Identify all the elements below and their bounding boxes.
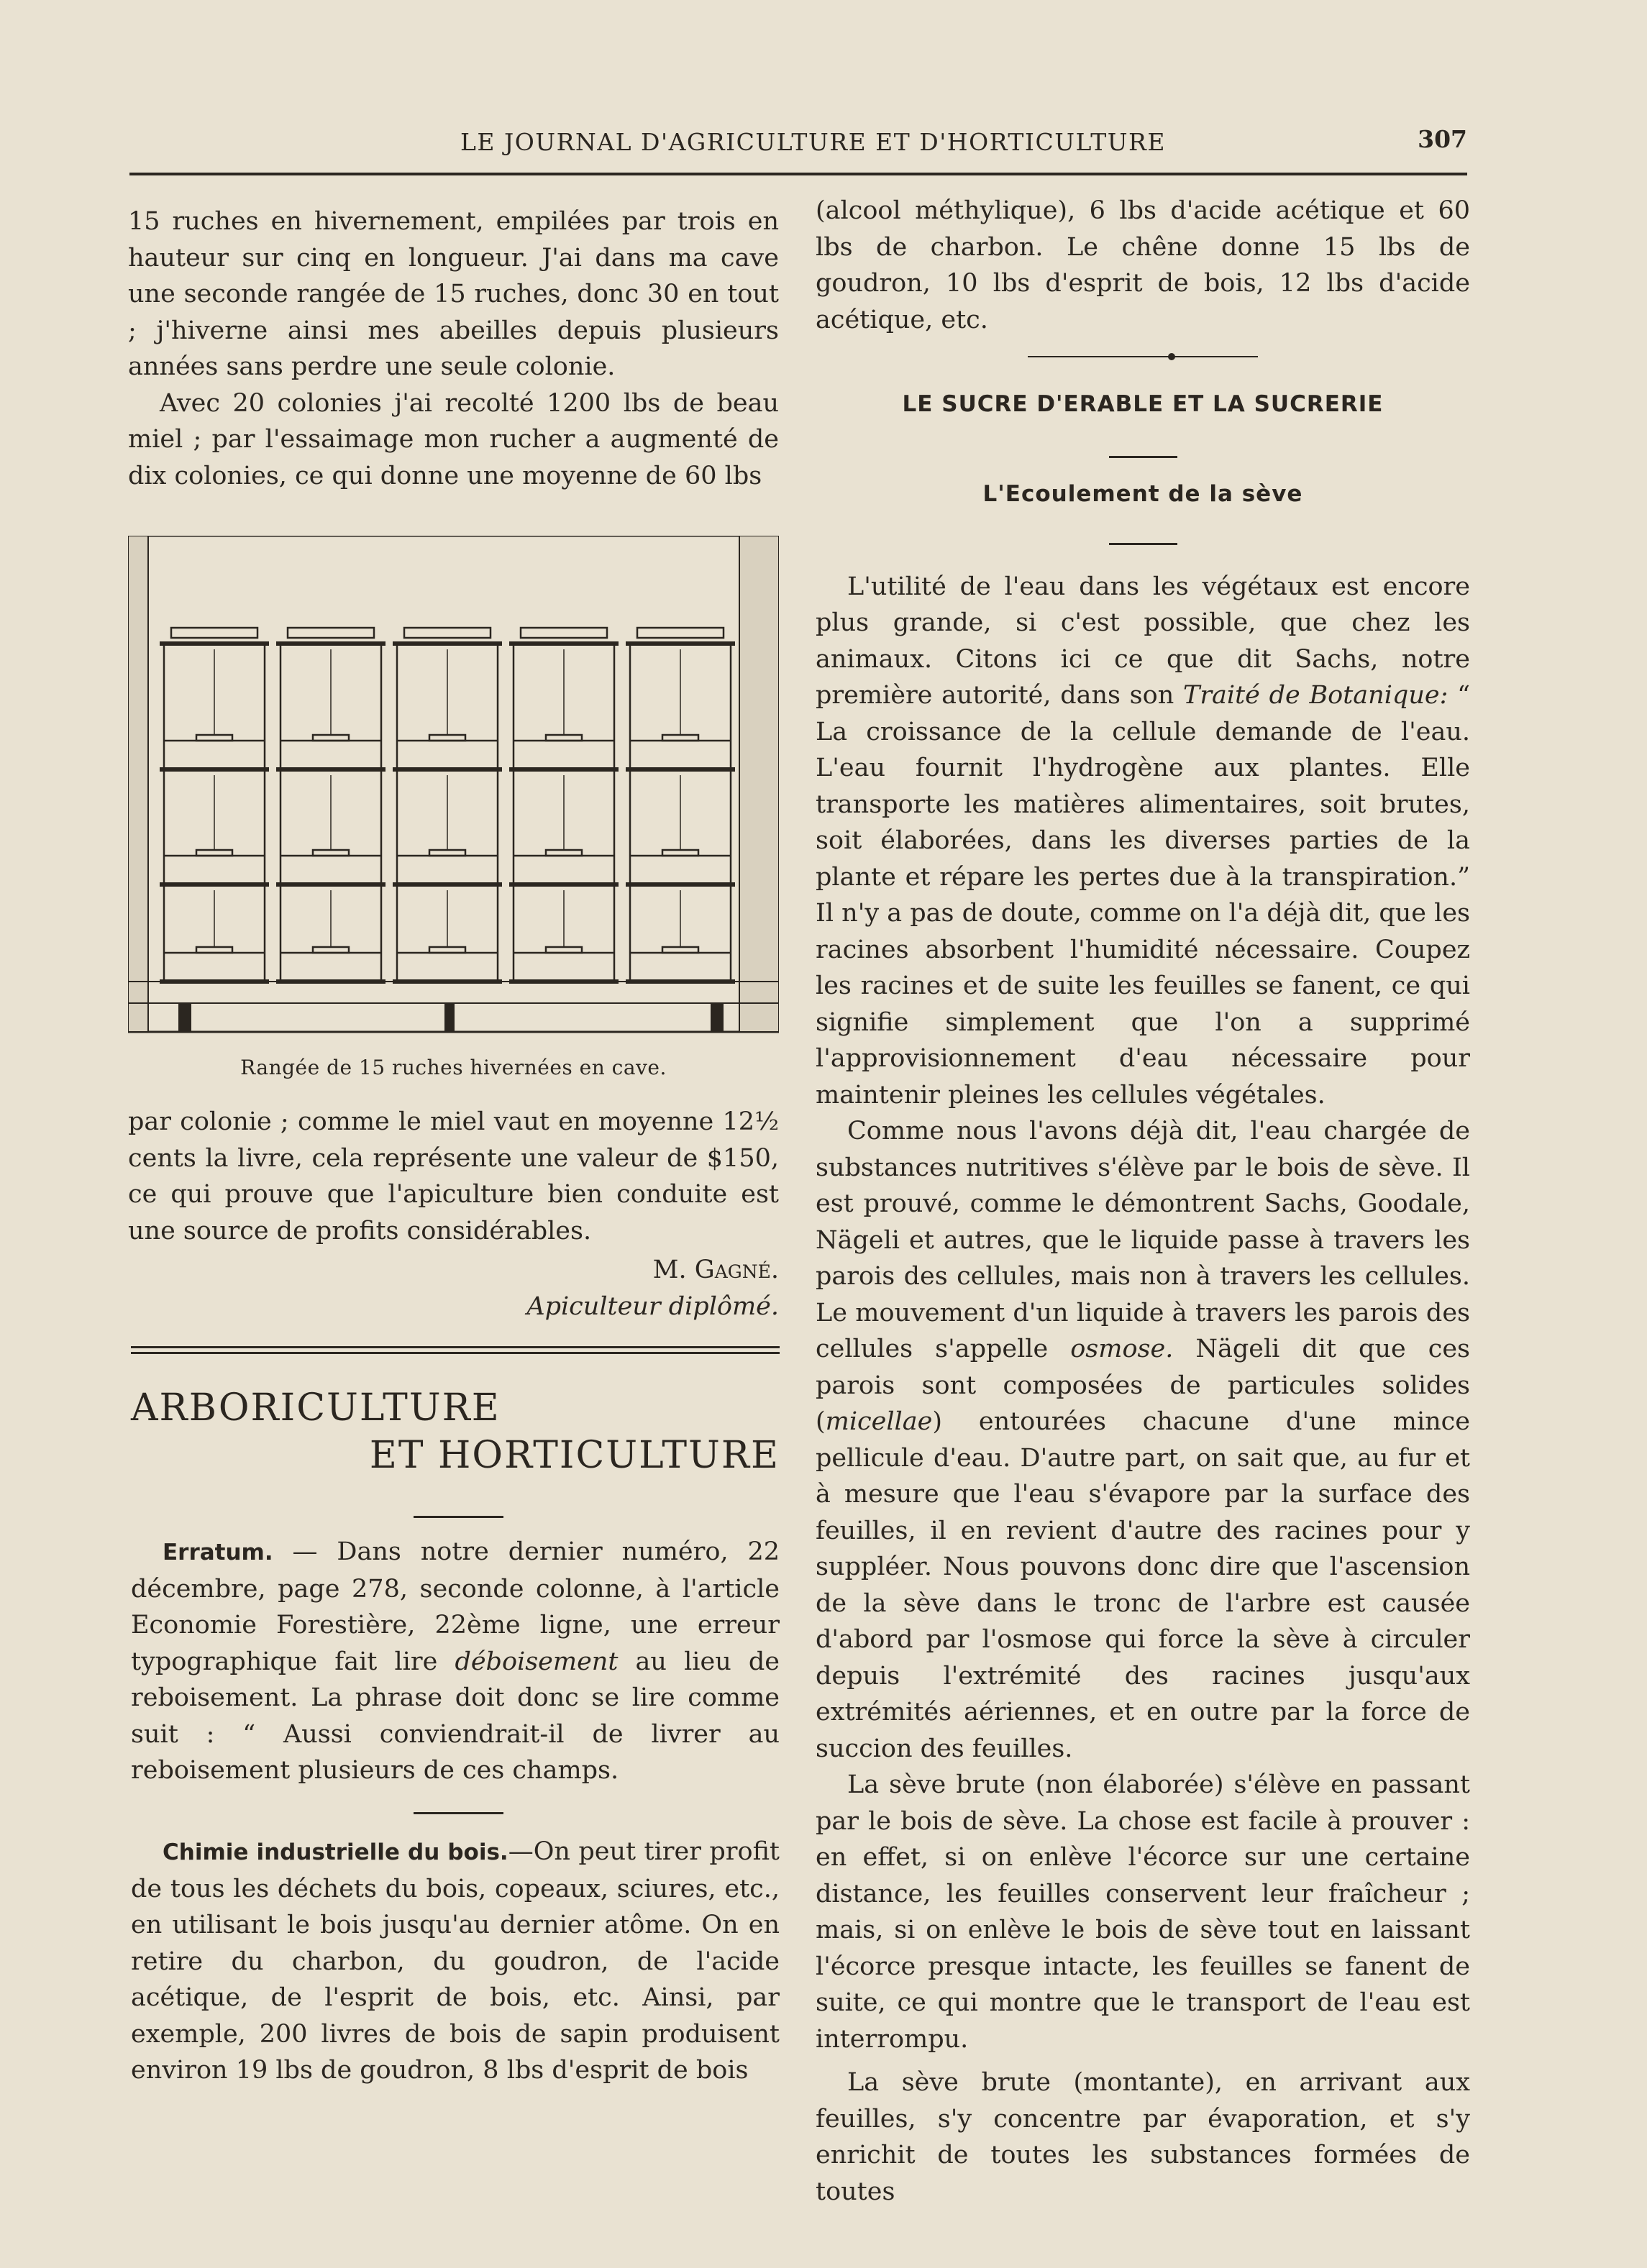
hive-entrance — [429, 947, 465, 953]
article-heading: LE SUCRE D'ERABLE ET LA SUCRERIE — [902, 390, 1384, 417]
paragraph: Avec 20 colonies j'ai recolté 1200 lbs de beau miel ; par l'essaimage mon rucher a augmenté de dix colonies, ce qui donne une moyenne de 60 lbs — [128, 388, 779, 490]
chimie-paragraph: Chimie industrielle du bois.—On peut tirer profit de tous les déchets du bois, copeaux, sciures, etc., en utilisant le bois jusqu'au dernier atôme. On en retire du charbon, du goudron, de l'acide acétique, de l'esprit de bois, etc. Ainsi, par exemple, 200 livres de bois de sapin produisent environ 19 lbs de goudron, 8 lbs d'esprit de bois — [131, 1837, 780, 2085]
subheading-rule — [816, 519, 1470, 556]
left-column-bottom — [128, 1104, 779, 1325]
hive-entrance — [546, 947, 582, 953]
right-column — [816, 193, 1470, 2210]
hive-entrance — [196, 947, 232, 953]
beehive-illustration — [128, 536, 779, 1039]
hive-entrance — [662, 735, 698, 741]
section-title-line1: ARBORICULTURE — [131, 1386, 501, 1430]
hive-entrance — [313, 947, 349, 953]
paragraph: (alcool méthylique), 6 lbs d'acide acétique et 60 lbs de charbon. Le chêne donne 15 lbs de goudron, 10 lbs d'esprit de bois, 12 lbs d'acide acétique, etc. — [816, 196, 1470, 334]
section-divider — [131, 1346, 780, 1354]
paragraph: La sève brute (non élaborée) s'élève en passant par le bois de sève. La chose est facile à prouver : en effet, si on enlève l'écorce sur une certaine distance, les feuilles conservent leur fraîcheur ; mais, si on enlève le bois de sève tout en laissant l'écorce presque intacte, les feuilles se fanent de suite, ce qui montre que le transport de l'eau est interrompu. — [816, 1770, 1470, 2054]
hive-entrance — [196, 850, 232, 856]
chimie-lead: Chimie industrielle du bois. — [163, 1839, 508, 1865]
short-rule — [414, 1812, 503, 1814]
author-title: Apiculteur diplômé. — [526, 1291, 779, 1321]
header-rule — [129, 173, 1467, 175]
hive-lid — [404, 628, 491, 638]
hive-entrance — [196, 735, 232, 741]
hive-entrance — [313, 735, 349, 741]
paragraph: 15 ruches en hivernement, empilées par trois en hauteur sur cinq en longueur. J'ai dans ma cave une seconde rangée de 15 ruches, donc 30 en tout ; j'hiverne ainsi mes abeilles depuis plusieurs années sans perdre une seule colonie. — [128, 207, 779, 381]
erratum-lead: Erratum. — [163, 1540, 273, 1565]
left-column-top — [128, 204, 779, 494]
figure-caption: Rangée de 15 ruches hivernées en cave. — [240, 1056, 667, 1079]
hive-entrance — [313, 850, 349, 856]
ornament-divider — [816, 341, 1470, 378]
hive-lid — [637, 628, 724, 638]
erratum-paragraph: Erratum. — Dans notre dernier numéro, 22 décembre, page 278, seconde colonne, à l'article Economie Forestière, 22ème ligne, une erreur typographique fait lire déboisement au lieu de reboisement. La phrase doit donc se lire comme suit : “ Aussi conviendrait-il de livrer au reboisement plusieurs de ces champs. — [131, 1537, 780, 1785]
hive-lid — [521, 628, 607, 638]
hive-entrance — [662, 947, 698, 953]
article-subheading: L'Ecoulement de la sève — [982, 480, 1303, 507]
short-rule — [414, 1516, 503, 1518]
running-header — [129, 122, 1467, 165]
paragraph: La sève brute (montante), en arrivant aux feuilles, s'y concentre par évaporation, et s'y enrichit de toutes les substances formées de toutes — [816, 2068, 1470, 2206]
journal-title: LE JOURNAL D'AGRICULTURE ET D'HORTICULTURE — [460, 128, 1166, 156]
erratum-block — [131, 1534, 780, 1789]
beehive-figure — [128, 536, 779, 1039]
hive-entrance — [546, 850, 582, 856]
hive-entrance — [546, 735, 582, 741]
section-title-line2: ET HORTICULTURE — [369, 1434, 780, 1477]
section-title — [131, 1384, 780, 1479]
hive-lid — [171, 628, 257, 638]
author-name: M. Gagné. — [652, 1256, 779, 1284]
paragraph: Comme nous l'avons déjà dit, l'eau chargée de substances nutritives s'élève par le bois de sève. Il est prouvé, comme le démontrent Sachs, Goodale, Nägeli et autres, que le liquide passe à travers les parois des cellules, mais non à travers les cellules. Le mouvement d'un liquide à travers les parois des cellules s'appelle osmose. Nägeli dit que ces parois sont composées de particules solides (micellae) entourées chacune d'une mince pellicule d'eau. D'autre part, on sait que, au fur et à mesure que l'eau s'évapore par la surface des feuilles, il en revient d'autre des racines pour y suppléer. Nous pouvons donc dire que l'ascension de la sève dans le tronc de l'arbre est causée d'abord par l'osmose qui force la sève à circuler depuis l'extrémité des racines jusqu'aux extrémités aériennes, et en outre par la force de succion des feuilles. — [816, 1117, 1470, 1763]
hive-entrance — [429, 850, 465, 856]
paragraph: L'utilité de l'eau dans les végétaux est encore plus grande, si c'est possible, que chez les animaux. Citons ici ce que dit Sachs, notre première autorité, dans son Traité de Botanique: “ La croissance de la cellule demande de l'eau. L'eau fournit l'hydrogène aux plantes. Elle transporte les matières alimentaires, soit brutes, soit élaborées, dans les diverses parties de la plante et répare les pertes due à la transpiration.” Il n'y a pas de doute, comme on l'a déjà dit, que les racines absorbent l'humidité nécessaire. Coupez les racines et de suite les feuilles se fanent, ce qui signifie simplement que l'on a supprimé l'approvisionnement d'eau nécessaire pour maintenir pleines les cellules végétales. — [816, 572, 1470, 1110]
chimie-block — [131, 1834, 780, 2089]
heading-rule — [816, 432, 1470, 469]
paragraph: par colonie ; comme le miel vaut en moyenne 12½ cents la livre, cela représente une valeur de $150, ce qui prouve que l'apiculture bien conduite est une source de profits considérables. — [128, 1107, 779, 1245]
page-number: 307 — [1418, 125, 1467, 153]
hive-entrance — [662, 850, 698, 856]
hive-entrance — [429, 735, 465, 741]
hive-lid — [288, 628, 374, 638]
